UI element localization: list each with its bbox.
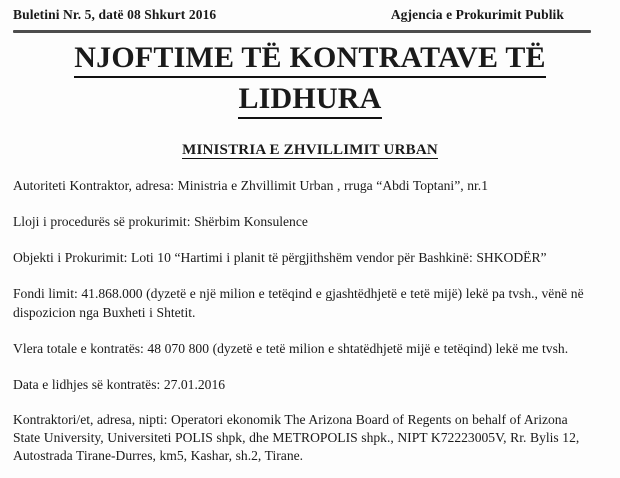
fund-limit-paragraph: Fondi limit: 41.868.000 (dyzetë e një milion e tetëqind e gjashtëdhjetë e tetë mijë) lekë pa tvsh., vënë në dispozicion nga Buxheti i Shtetit. [13,286,584,320]
running-header [0,0,620,22]
page-title-line-1: NJOFTIME TË KONTRATAVE TË [74,40,546,78]
section-heading [0,119,620,159]
agency-name-label: Agjencia e Prokurimit Publik [390,7,564,22]
section-heading-text: MINISTRIA E ZHVILLIMIT URBAN [182,142,438,159]
page-title [0,22,620,119]
procedure-type-paragraph: Lloji i procedurës së prokurimit: Shërbim Konsulence [13,214,308,230]
bulletin-issue-label: Buletini Nr. 5, datë 08 Shkurt 2016 [13,7,217,22]
header-divider-rule [13,30,591,33]
notice-body [0,159,620,465]
contracting-authority-paragraph: Autoriteti Kontraktor, adresa: Ministria e Zhvillimit Urban , rruga “Abdi Toptani”, nr.1 [13,178,488,194]
contractor-details-paragraph: Kontraktori/et, adresa, nipti: Operatori ekonomik The Arizona Board of Regents on behalf of Arizona State University, Universiteti POLIS shpk, dhe METROPOLIS shpk., NIPT K72223005V, Rr. Bylis 12, Autostrada Tirane-Durres, km5, Kashar, sh.2, Tirane. [13,411,580,463]
total-contract-value-paragraph: Vlera totale e kontratës: 48 070 800 (dyzetë e tetë milion e shtatëdhjetë mijë e tetëqind) lekë me tvsh. [13,340,569,356]
page-title-line-2: LIDHURA [238,81,381,119]
contract-date-paragraph: Data e lidhjes së kontratës: 27.01.2016 [13,376,226,392]
procurement-object-paragraph: Objekti i Prokurimit: Loti 10 “Hartimi i planit të përgjithshëm vendor për Bashkinë: SHKODËR” [13,250,547,266]
